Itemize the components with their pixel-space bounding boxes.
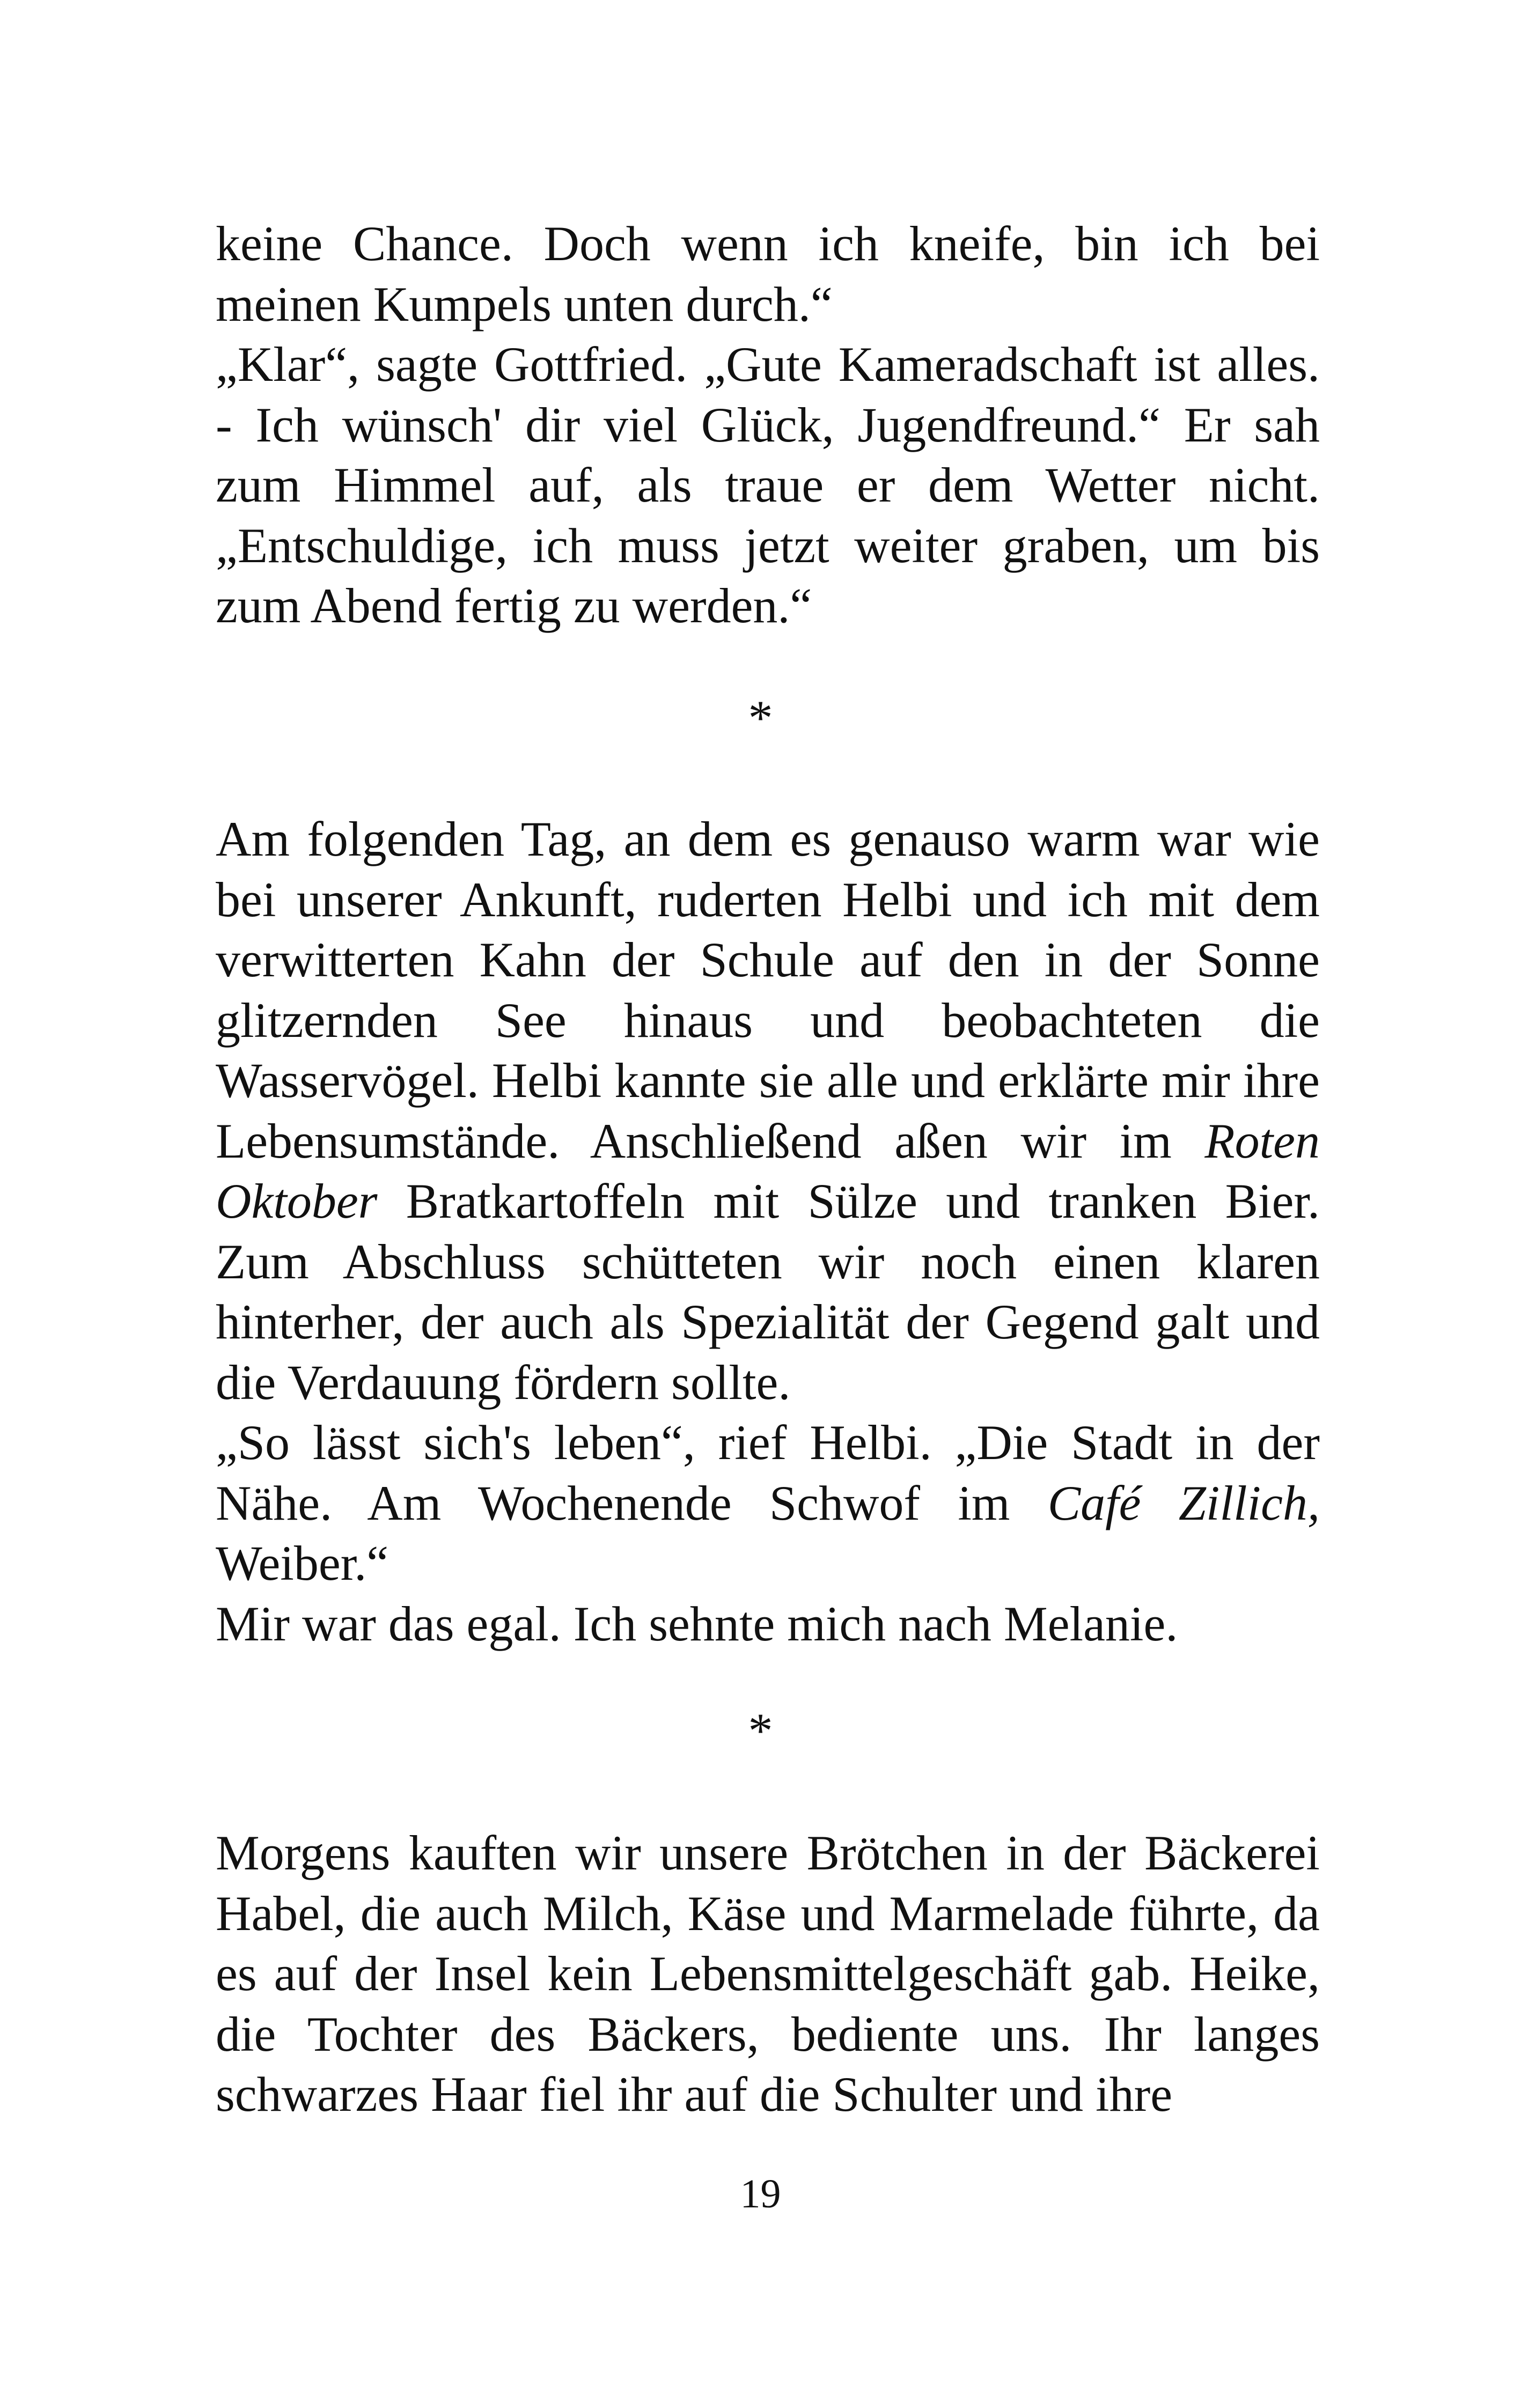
section-separator-1: * [748,690,773,745]
italic-text: Roten Oktober [216,1113,1320,1228]
text-run: keine Chance. Doch wenn ich kneife, bin ich bei meinen Kumpels unten durch.“ [216,216,1320,332]
paragraph [216,1412,1320,1594]
text-run: „Klar“, sagte Gottfried. „Gute Kameradschaft ist alles. - Ich wünsch' dir viel Glück, Jugendfreund.“ Er sah zum Himmel auf, als traue er dem Wetter nicht. „Entschuldige, ich muss jetzt weiter graben, um bis zum Abend fertig zu werden.“ [216,337,1320,633]
text-run: Am folgenden Tag, an dem es genauso warm war wie bei unserer Ankunft, ruderten Helbi und ich mit dem verwitterten Kahn der Schule auf den in der Sonne glitzernden See hinaus und beobachteten die Wasservögel. Helbi kannte sie alle und erklärte mir ihre Lebensumstände. Anschließend aßen wir im [216,812,1320,1168]
paragraph [216,809,1320,1412]
text-section-3 [216,1823,1320,2125]
text-section-2 [216,809,1320,1654]
paragraph [216,1823,1320,2125]
paragraph [216,1594,1320,1654]
text-run: Weiber.“ [216,1536,389,1590]
text-run: Bratkartoffeln mit Sülze und tranken Bier. Zum Abschluss schütteten wir noch einen klaren hinterher, der auch als Spezialität der Gegend galt und die Verdauung fördern sollte. [216,1174,1320,1410]
page-number: 19 [740,2171,781,2216]
paragraph [216,334,1320,636]
italic-text: Café Zillich, [1047,1475,1320,1530]
text-run: Morgens kauften wir unsere Brötchen in der Bäckerei Habel, die auch Milch, Käse und Marmelade führte, da es auf der Insel kein Lebensmittelgeschäft gab. Heike, die Tochter des Bäckers, bediente uns. Ihr langes schwarzes Haar fiel ihr auf die Schulter und ihre [216,1825,1320,2122]
text-run: „So lässt sich's leben“, rief Helbi. „Die Stadt in der Nähe. Am Wochenende Schwof im [216,1415,1320,1530]
text-run: Mir war das egal. Ich sehnte mich nach Melanie. [216,1596,1178,1651]
paragraph [216,213,1320,334]
section-separator-2: * [748,1703,773,1758]
text-section-1 [216,213,1320,636]
